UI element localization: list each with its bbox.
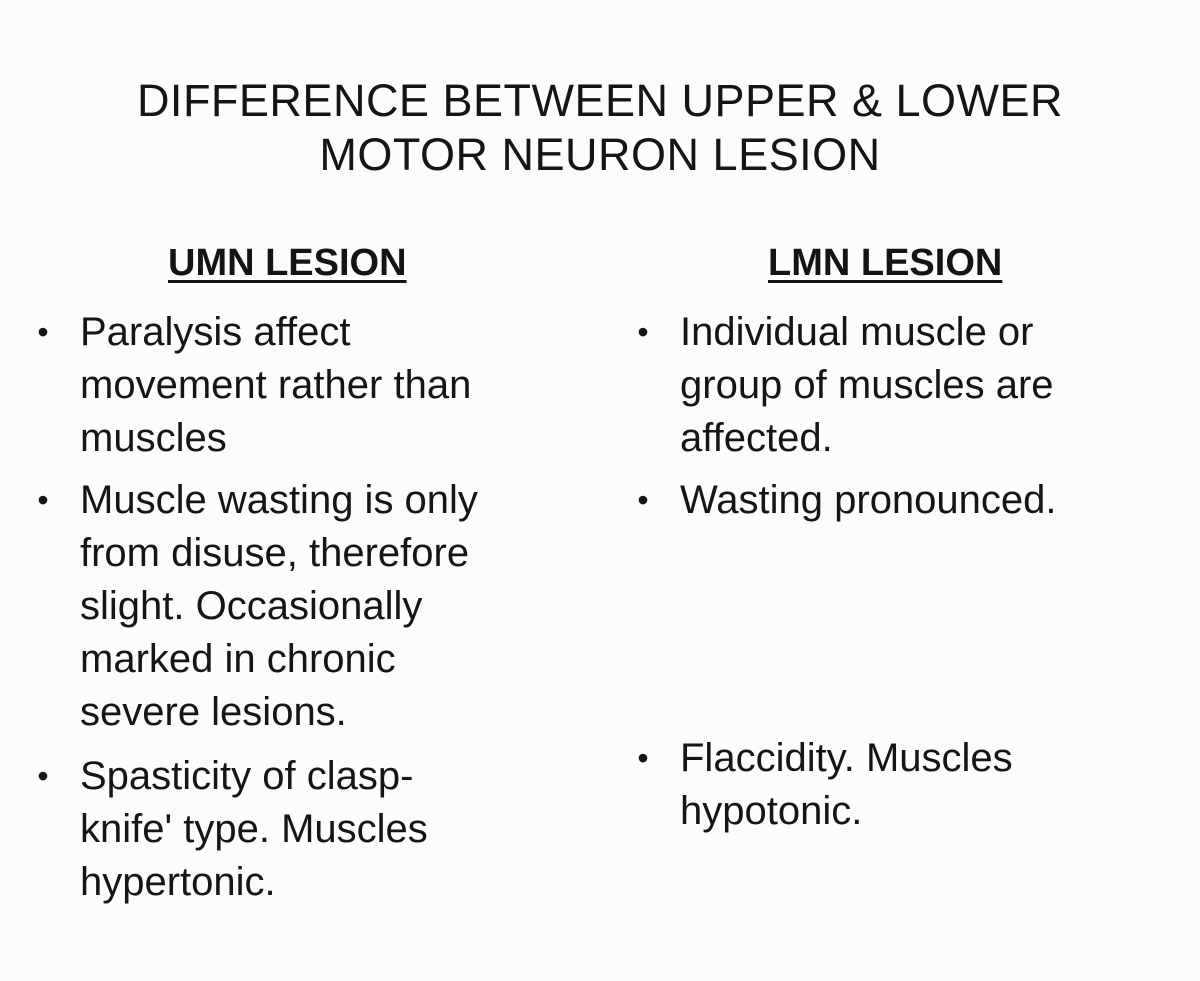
bullet-text (80, 750, 580, 909)
bullet-line: muscles (80, 416, 227, 460)
bullet-line: Paralysis affect (80, 310, 351, 354)
bullet-line: hypertonic. (80, 860, 276, 904)
bullet-dot: • (637, 482, 649, 518)
bullet-text (680, 732, 1180, 838)
bullet-text (80, 474, 580, 739)
bullet-dot: • (37, 314, 49, 350)
bullet-line: knife' type. Muscles (80, 807, 428, 851)
bullet-line: hypotonic. (680, 789, 863, 833)
bullet-line: Flaccidity. Muscles (680, 736, 1013, 780)
bullet-line: Muscle wasting is only (80, 478, 478, 522)
bullet-line: severe lesions. (80, 690, 347, 734)
bullet-line: Individual muscle or (680, 310, 1034, 354)
bullet-line: Spasticity of clasp- (80, 754, 414, 798)
title-line-2: MOTOR NEURON LESION (319, 129, 881, 180)
bullet-line: movement rather than (80, 363, 472, 407)
umn-heading: UMN LESION (168, 242, 407, 284)
slide-title (0, 74, 1200, 182)
lmn-heading: LMN LESION (768, 242, 1003, 284)
bullet-dot: • (637, 740, 649, 776)
bullet-line: from disuse, therefore (80, 531, 470, 575)
title-line-1: DIFFERENCE BETWEEN UPPER & LOWER (136, 75, 1064, 126)
bullet-text (680, 474, 1180, 527)
bullet-dot: • (37, 482, 49, 518)
bullet-line: marked in chronic (80, 637, 396, 681)
bullet-text (80, 306, 580, 465)
bullet-line: affected. (680, 416, 833, 460)
bullet-line: slight. Occasionally (80, 584, 423, 628)
bullet-line: Wasting pronounced. (680, 478, 1057, 522)
bullet-dot: • (37, 758, 49, 794)
bullet-line: group of muscles are (680, 363, 1054, 407)
bullet-dot: • (637, 314, 649, 350)
bullet-text (680, 306, 1180, 465)
